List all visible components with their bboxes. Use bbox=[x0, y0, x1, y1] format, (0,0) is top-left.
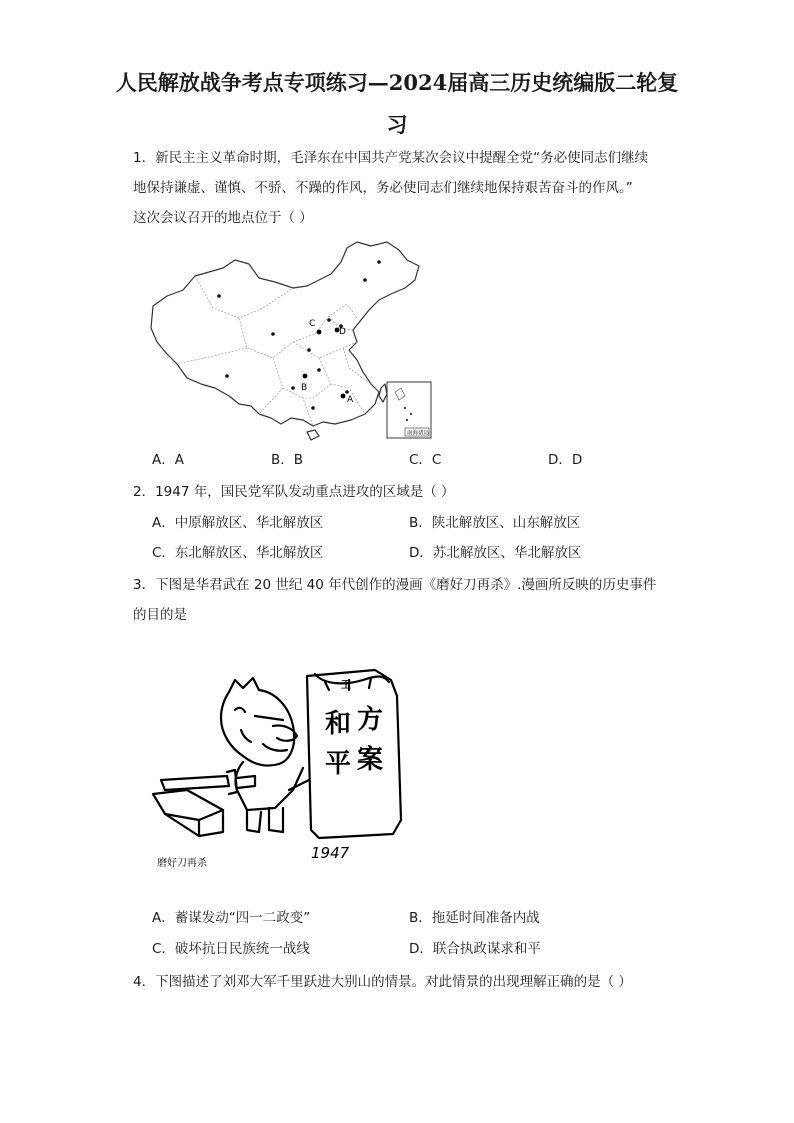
q1-option-c[interactable]: C．C bbox=[409, 452, 442, 468]
q1-option-a[interactable]: A．A bbox=[152, 452, 184, 468]
question-3-line-1: 3．下图是华君武在 20 世纪 40 年代创作的漫画《磨好刀再杀》.漫画所反映的历史事件 bbox=[133, 577, 657, 593]
taiwan-island bbox=[379, 384, 387, 402]
china-outline bbox=[151, 242, 419, 426]
question-2-line-1: 2．1947 年，国民党军队发动重点进攻的区域是（ ） bbox=[133, 484, 455, 500]
hainan-island bbox=[307, 430, 319, 440]
question-3-options-row-2 bbox=[152, 934, 672, 964]
question-1-options bbox=[152, 445, 672, 475]
map-point-a-marker bbox=[341, 394, 346, 399]
question-3-stem bbox=[133, 570, 673, 630]
inset-label: 南海诸岛 bbox=[407, 430, 430, 437]
document-title bbox=[60, 62, 734, 146]
sign-char-fang: 方 bbox=[357, 705, 384, 735]
q2-option-d[interactable]: D．苏北解放区、华北解放区 bbox=[409, 545, 582, 561]
q2-option-a[interactable]: A．中原解放区、华北解放区 bbox=[152, 515, 324, 531]
question-1-line-2: 地保持谦虚、谨慎、不骄、不躁的作风，务必使同志们继续地保持艰苦奋斗的作风。” bbox=[133, 180, 633, 196]
q3-option-b[interactable]: B．拖延时间准备内战 bbox=[409, 910, 540, 926]
q3-option-c[interactable]: C．破坏抗日民族统一战线 bbox=[152, 941, 310, 957]
q1-option-d[interactable]: D．D bbox=[548, 452, 583, 468]
map-label-c: C bbox=[309, 319, 316, 329]
sign-head-char: 王 bbox=[341, 680, 351, 691]
question-4-stem bbox=[133, 967, 673, 997]
sign-char-ping: 平 bbox=[325, 749, 352, 779]
question-2-stem bbox=[133, 477, 673, 507]
knife-blade bbox=[161, 776, 229, 790]
q1-option-b[interactable]: B．B bbox=[271, 452, 304, 468]
question-1-stem bbox=[133, 143, 673, 233]
title-line-2: 习 bbox=[386, 112, 408, 137]
q2-option-c[interactable]: C．东北解放区、华北解放区 bbox=[152, 545, 324, 561]
character-head bbox=[221, 678, 294, 766]
q3-option-a[interactable]: A．蓄谋发动“四一二政变” bbox=[152, 910, 311, 926]
title-line-1: 人民解放战争考点专项练习—2024届高三历史统编版二轮复 bbox=[115, 70, 679, 95]
question-4-line-1: 4．下图描述了刘邓大军千里跃进大别山的情景。对此情景的出现理解正确的是（ ） bbox=[133, 974, 632, 990]
whetstone bbox=[153, 790, 223, 836]
map-label-b: B bbox=[301, 383, 308, 393]
south-china-sea-inset bbox=[387, 382, 431, 438]
question-2-options-row-1 bbox=[152, 508, 672, 538]
map-point-c-marker bbox=[317, 330, 322, 335]
q2-option-b[interactable]: B．陕北解放区、山东解放区 bbox=[409, 515, 581, 531]
q3-option-d[interactable]: D．联合执政谋求和平 bbox=[409, 941, 541, 957]
peace-plan-sign bbox=[307, 670, 401, 838]
question-1-line-3: 这次会议召开的地点位于（ ） bbox=[133, 210, 313, 226]
china-map-figure bbox=[143, 238, 435, 444]
question-1-line-1: 1．新民主主义革命时期，毛泽东在中国共产党某次会议中提醒全党“务必使同志们继续 bbox=[133, 150, 649, 166]
map-point-b-marker bbox=[303, 374, 308, 379]
cartoon-year: 1947 bbox=[311, 844, 350, 862]
cartoon-caption: 磨好刀再杀 bbox=[157, 858, 207, 869]
question-2-options-row-2 bbox=[152, 538, 672, 568]
question-3-line-2: 的目的是 bbox=[133, 607, 187, 623]
question-3-options-row-1 bbox=[152, 903, 672, 933]
cartoon-figure bbox=[143, 660, 413, 874]
map-label-a: A bbox=[347, 395, 354, 405]
sign-char-he: 和 bbox=[325, 709, 352, 739]
sign-char-an: 案 bbox=[357, 745, 384, 775]
map-label-d: D bbox=[339, 327, 346, 337]
